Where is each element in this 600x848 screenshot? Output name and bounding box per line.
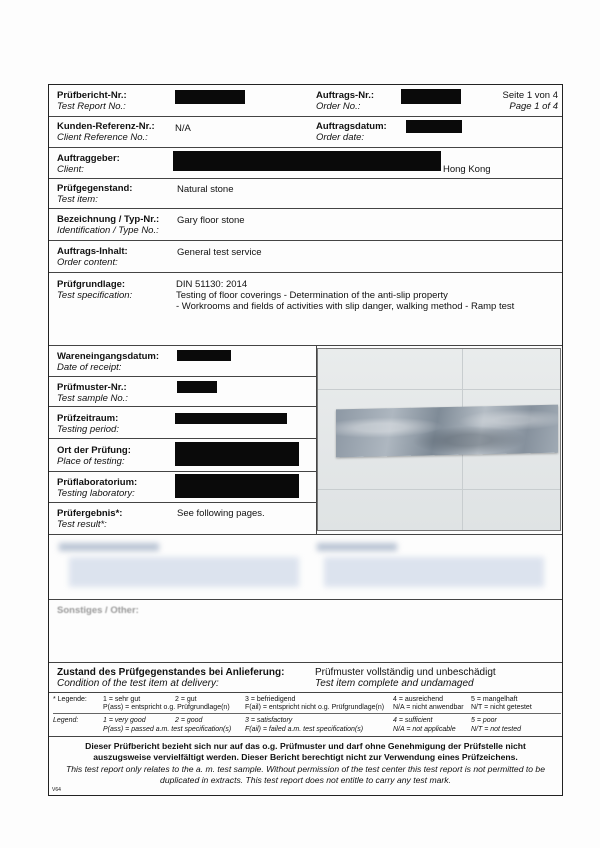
client-ref-value: N/A — [175, 123, 191, 134]
redacted-testing-period — [175, 413, 287, 424]
condition-value-en: Test item complete and undamaged — [315, 678, 474, 689]
test-item-value: Natural stone — [177, 184, 234, 195]
row-legend — [49, 693, 562, 737]
test-item-label-en: Test item: — [57, 194, 98, 205]
other-label: Sonstiges / Other: — [57, 605, 139, 616]
client-ref-label-en: Client Reference No.: — [57, 132, 148, 143]
sample-label-de: Prüfmuster-Nr.: — [57, 382, 127, 393]
condition-label-en: Condition of the test item at delivery: — [57, 678, 219, 689]
floor-stone-sample — [336, 405, 558, 458]
redacted-order-date — [406, 120, 462, 133]
client-ref-label-de: Kunden-Referenz-Nr.: — [57, 121, 155, 132]
legend-en-2: 2 = good — [175, 717, 203, 724]
legend-en-3: 3 = satisfactory — [245, 717, 293, 724]
row-client — [49, 148, 562, 179]
order-date-label-en: Order date: — [316, 132, 365, 143]
row-sample-number — [49, 377, 317, 407]
row-identification — [49, 209, 562, 241]
spec-title: Testing of floor coverings - Determination of the anti-slip property — [176, 290, 448, 301]
legend-de-pass: P(ass) = entspricht o.g. Prüfgrundlage(n) — [103, 704, 230, 711]
redacted-testing-laboratory — [175, 474, 299, 498]
legend-de-na: N/A = nicht anwendbar — [393, 704, 464, 711]
disclaimer-en: This test report only relates to the a. m. test sample. Without permission of the test center this test report is not permitted to be duplicated in extracts. This test report does not entitle to carry any test mark. — [65, 764, 545, 785]
test-report-page — [48, 84, 563, 796]
condition-label-de: Zustand des Prüfgegenstandes bei Anlieferung: — [57, 667, 285, 678]
order-content-label-en: Order content: — [57, 257, 118, 268]
legend-en-nt: N/T = not tested — [471, 726, 521, 733]
row-order-content — [49, 241, 562, 273]
receipt-label-en: Date of receipt: — [57, 362, 122, 373]
period-label-de: Prüfzeitraum: — [57, 413, 119, 424]
result-label-en: Test result*: — [57, 519, 107, 530]
redacted-client-name — [173, 151, 441, 171]
spec-method: - Workrooms and fields of activities with slip danger, walking method - Ramp test — [176, 301, 515, 312]
row-test-result — [49, 503, 317, 534]
legend-en-fail: F(ail) = failed a.m. test specification(s) — [245, 726, 364, 733]
redacted-order-number — [401, 89, 461, 104]
row-test-item — [49, 179, 562, 209]
order-no-label-en: Order No.: — [316, 101, 361, 112]
period-label-en: Testing period: — [57, 424, 119, 435]
legend-en-pass: P(ass) = passed a.m. test specification(s) — [103, 726, 232, 733]
spec-label-en: Test specification: — [57, 290, 133, 301]
order-date-label-de: Auftragsdatum: — [316, 121, 387, 132]
order-content-value: General test service — [177, 247, 262, 258]
row-client-reference — [49, 117, 562, 148]
legend-de-4: 4 = ausreichend — [393, 696, 444, 703]
client-label-en: Client: — [57, 164, 84, 175]
row-receipt-date — [49, 346, 317, 377]
footer-disclaimer — [49, 737, 562, 795]
legend-label-de: * Legende: — [53, 696, 87, 703]
place-label-de: Ort der Prüfung: — [57, 445, 131, 456]
lab-label-en: Testing laboratory: — [57, 488, 135, 499]
row-report-number — [49, 85, 562, 117]
page-number-de: Seite 1 von 4 — [502, 90, 558, 101]
row-test-specification — [49, 273, 562, 346]
result-value: See following pages. — [177, 508, 265, 519]
spec-standard: DIN 51130: 2014 — [176, 279, 248, 290]
report-no-label-en: Test Report No.: — [57, 101, 126, 112]
page-number-en: Page 1 of 4 — [509, 101, 558, 112]
identification-label-de: Bezeichnung / Typ-Nr.: — [57, 214, 160, 225]
condition-value-de: Prüfmuster vollständig und unbeschädigt — [315, 667, 496, 678]
result-label-de: Prüfergebnis*: — [57, 508, 123, 519]
legend-de-1: 1 = sehr gut — [103, 696, 141, 703]
redacted-sample-number — [177, 381, 217, 393]
row-place-of-testing — [49, 439, 317, 472]
row-testing-laboratory — [49, 472, 317, 503]
identification-value: Gary floor stone — [177, 215, 245, 226]
client-label-de: Auftraggeber: — [57, 153, 120, 164]
legend-de-5: 5 = mangelhaft — [471, 696, 518, 703]
report-no-label-de: Prüfbericht-Nr.: — [57, 90, 127, 101]
order-content-label-de: Auftrags-Inhalt: — [57, 246, 128, 257]
row-testing-period — [49, 407, 317, 439]
disclaimer-de: Dieser Prüfbericht bezieht sich nur auf das o.g. Prüfmuster und darf ohne Genehmigung der Prüfstelle nicht auszugsweise vervielfältigt werden. Dieser Bericht berechtigt nicht zur Verwendung eines Prüfzeichens. — [85, 741, 526, 762]
sample-label-en: Test sample No.: — [57, 393, 128, 404]
receipt-label-de: Wareneingangsdatum: — [57, 351, 160, 362]
legend-de-nt: N/T = nicht getestet — [471, 704, 532, 711]
redacted-receipt-date — [177, 350, 231, 361]
redacted-report-number — [175, 90, 245, 104]
legend-en-1: 1 = very good — [103, 717, 146, 724]
spec-label-de: Prüfgrundlage: — [57, 279, 126, 290]
legend-label-en: Legend: — [53, 717, 79, 724]
row-other — [49, 600, 562, 663]
legend-en-5: 5 = poor — [471, 717, 497, 724]
form-code: V64 — [52, 787, 61, 793]
redacted-place-of-testing — [175, 442, 299, 466]
test-item-label-de: Prüfgegenstand: — [57, 183, 133, 194]
legend-de-2: 2 = gut — [175, 696, 197, 703]
legend-de-3: 3 = befriedigend — [245, 696, 296, 703]
legend-en-4: 4 = sufficient — [393, 717, 433, 724]
client-location: Hong Kong — [443, 164, 491, 175]
place-label-en: Place of testing: — [57, 456, 125, 467]
sample-photo — [317, 348, 561, 531]
legend-en-na: N/A = not applicable — [393, 726, 456, 733]
row-signatures-blurred — [49, 534, 562, 600]
row-condition — [49, 663, 562, 693]
order-no-label-de: Auftrags-Nr.: — [316, 90, 375, 101]
lab-label-de: Prüflaboratorium: — [57, 477, 138, 488]
identification-label-en: Identification / Type No.: — [57, 225, 159, 236]
legend-de-fail: F(ail) = entspricht nicht o.g. Prüfgrundlage(n) — [245, 704, 385, 711]
